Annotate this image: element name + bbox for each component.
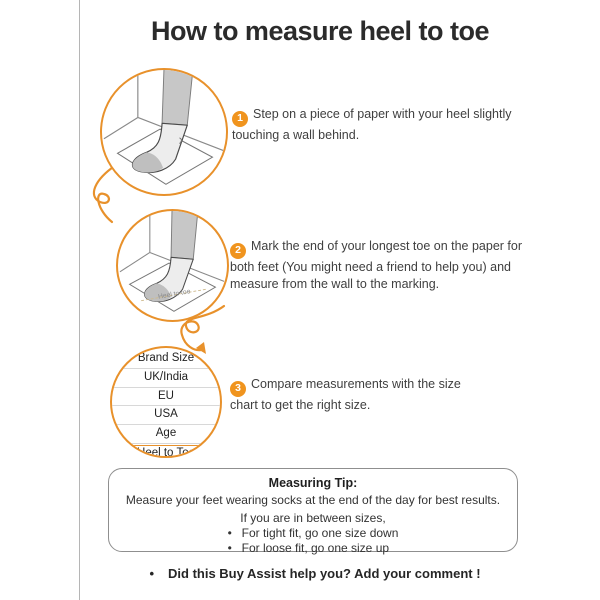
heel-to-toe-label: Heel to toe [157,288,192,301]
tip-bullet-list [228,526,399,556]
tip-title: Measuring Tip: [268,476,358,490]
size-chart-row: Brand Size [112,350,220,369]
foot-on-paper-illustration [102,70,226,194]
tip-bullet-item [228,526,399,541]
step1-illustration-circle [100,68,228,196]
step-3-text: Compare measurements with the size chart to get the right size. [230,377,461,412]
tip-intro-text: Measure your feet wearing socks at the end of the day for best results. [125,493,501,507]
tip-between-sizes-text: If you are in between sizes, [240,511,386,525]
bullet-icon: • [227,541,232,555]
tip-bullet-item [228,541,399,556]
step-3 [230,376,484,414]
measuring-tip-box [108,468,518,555]
bullet-icon: • [227,526,232,540]
size-chart-row: UK/India [112,369,220,388]
step-3-number-badge: 3 [230,381,246,397]
step-2-text: Mark the end of your longest toe on the paper for both feet (You might need a friend to help you) and measure from the wall to the marking. [230,239,523,291]
size-chart-row: USA [112,406,220,425]
footer-text: Did this Buy Assist help you? Add your comment ! [168,566,481,581]
size-chart-circle [110,346,222,458]
step-2-number-badge: 2 [230,243,246,259]
heel-to-toe-highlight-box: Heel to Toe [128,445,204,458]
size-chart-row: Age [112,425,220,444]
foot-measure-illustration [118,211,227,320]
bullet-icon: • [149,566,155,581]
size-chart-table [112,350,220,458]
step-2 [230,238,542,293]
tip-bullet-text: For tight fit, go one size down [241,526,399,540]
page-title: How to measure heel to toe [150,16,490,46]
footer-note [80,566,550,581]
page-left-edge-divider [79,0,80,600]
step-1-number-badge: 1 [232,111,248,127]
size-chart-row-highlighted [112,444,220,458]
step-1 [232,106,516,144]
size-chart-row: EU [112,388,220,407]
step2-illustration-circle [116,209,229,322]
tip-bullet-text: For loose fit, go one size up [241,541,390,555]
step-1-text: Step on a piece of paper with your heel slightly touching a wall behind. [232,107,512,142]
